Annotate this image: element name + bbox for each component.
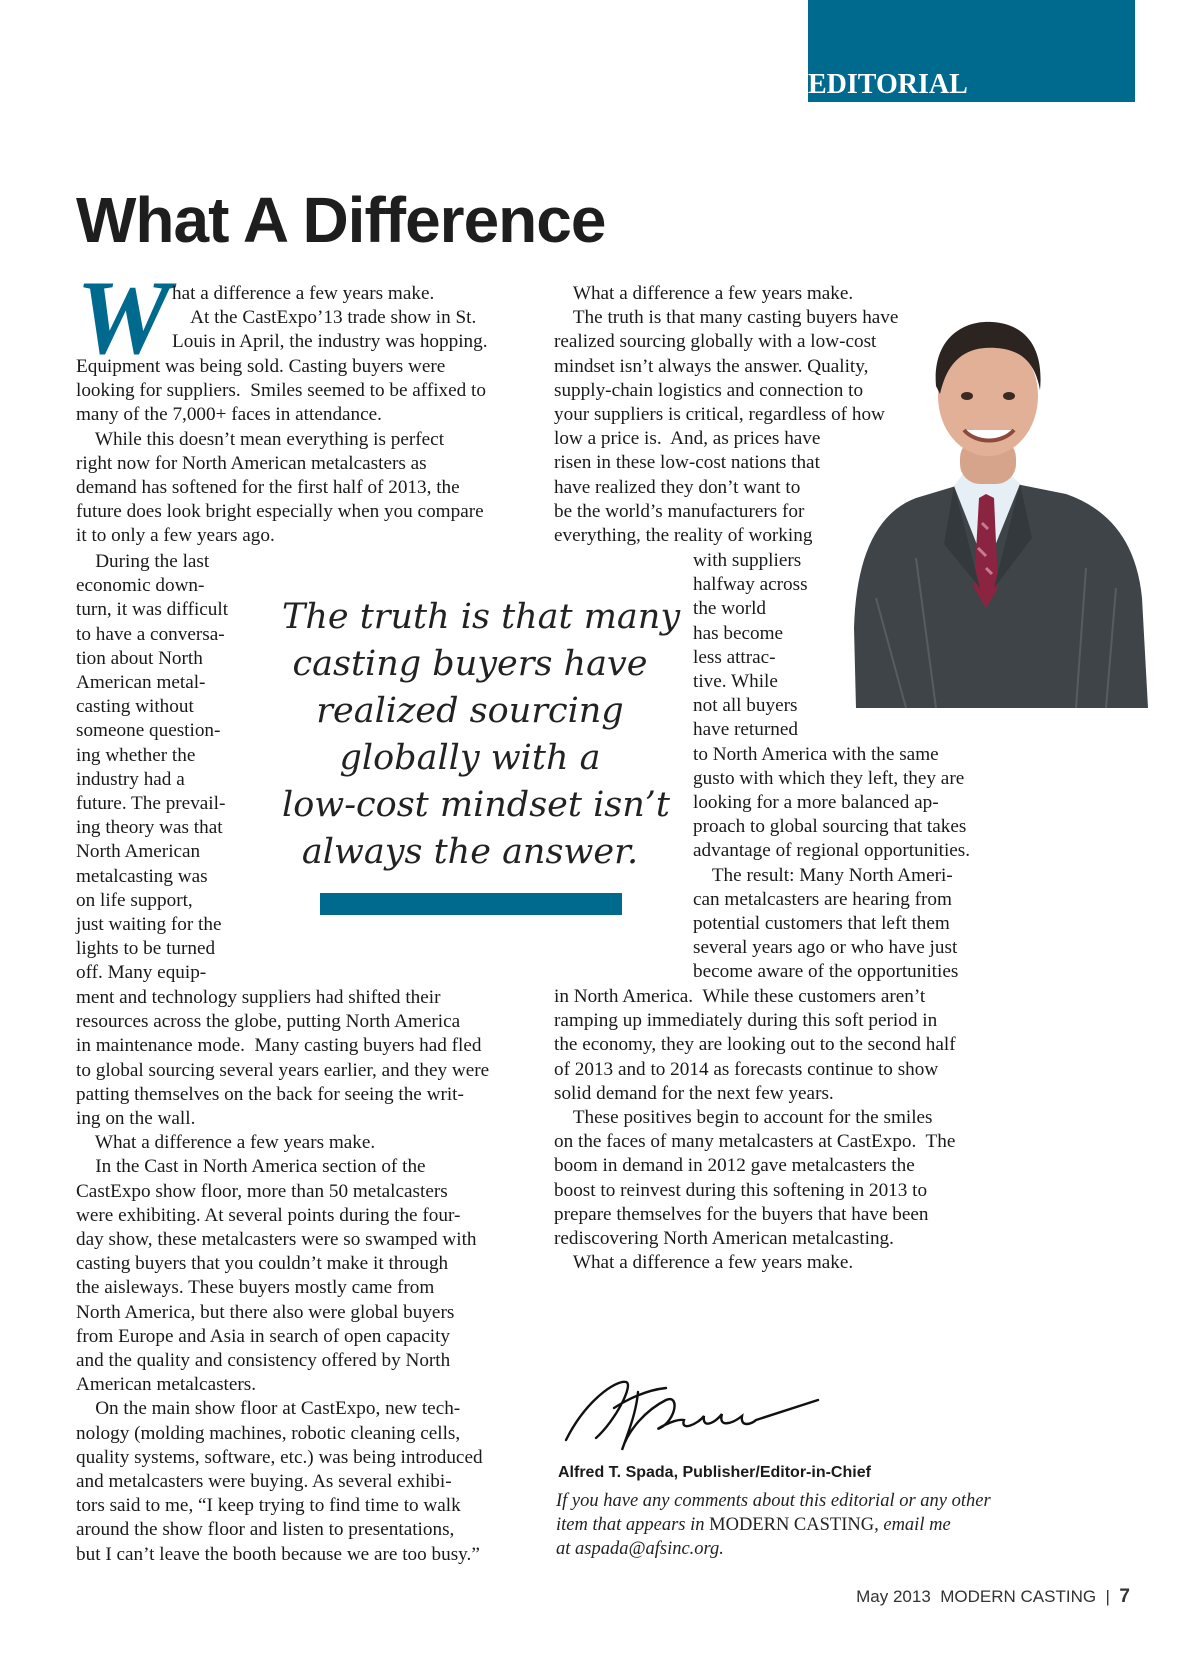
col2-body-top: What a difference a few years make. The truth is that many casting buyers have realized sourcing globally with a low-cost mindset isn’t always the answer. Quality, supply-chain logistics and connection to your suppliers is critical, regardless of how low a price is. And, as prices have risen in these low-cost nations that have realized they don’t want to be the world’s manufacturers for everything, the reality of working [554,283,899,547]
folio-separator: | [1105,1587,1110,1606]
author-name-title: Alfred T. Spada, Publisher/Editor-in-Chief [558,1464,871,1481]
section-label: EDITORIAL [808,69,968,100]
issue-label: May 2013 MODERN CASTING [856,1587,1097,1606]
col1-body-narrow: During the last economic down- turn, it was difficult to have a conversa- tion about North American metal- casting without someone question- ing whether the industry had a future. The prevail- ing theory was that North American metalcasting was on life support, just waiting for the lights to be turned off. Many equip- [76,551,229,984]
page-folio [856,1586,1130,1608]
page-title: What A Difference [76,184,606,256]
drop-cap: W [76,259,171,376]
col1-body-rest: ment and technology suppliers had shifted their resources across the globe, putting North America in maintenance mode. Many casting buyers had fled to global sourcing several years earlier, and they were patting themselves on the back for seeing the writ- ing on the wall. What a difference a few years make. In the Cast in North America section of the CastExpo show floor, more than 50 metalcasters were exhibiting. At several points during the four- day show, these metalcasters were so swamped with casting buyers that you couldn’t make it through the aisleways. These buyers mostly came from North America, but there also were global buyers from Europe and Asia in search of open capacity and the quality and consistency offered by North American metalcasters. On the main show floor at CastExpo, new tech- nology (molding machines, robotic cleaning cells, quality systems, software, etc.) was being introduced and metalcasters were buying. As several exhibi- tors said to me, “I keep trying to find time to walk around the show floor and listen to presentations, but I can’t leave the booth because we are too busy.” [76,987,490,1565]
magazine-name: MODERN CASTING [709,1515,875,1535]
pull-quote: The truth is that many casting buyers have realized sourcing globally with a low-cost mindset isn’t always the answer. [282,597,681,872]
col1-body-full: Equipment was being sold. Casting buyers were looking for suppliers. Smiles seemed to be affixed to many of the 7,000+ faces in attendance. While this doesn’t mean everything is perfect right now for North American metalcasters as demand has softened for the first half of 2013, the future does look bright especially when you compare it to only a few years ago. [76,356,486,547]
comment-note-text: If you have any comments about this editorial or any other item that appears in [556,1491,991,1535]
pull-quote-rule [320,893,622,915]
author-photo [836,298,1148,708]
comment-note [556,1489,991,1561]
col2-body-rest: in North America. While these customers aren’t ramping up immediately during this soft period in the economy, they are looking out to the second half of 2013 and to 2014 as forecasts continue to show solid demand for the next few years. These positives begin to account for the smiles on the faces of many metalcasters at CastExpo. The boom in demand in 2012 gave metalcasters the boost to reinvest during this softening in 2013 to prepare themselves for the buyers that have been rediscovering North American metalcasting. What a difference a few years make. [554,986,956,1274]
col2-body-narrow: with suppliers halfway across the world has become less attrac- tive. While not all buyers have returned to North America with the same gusto with which they left, they are looking for a more balanced ap- proach to global sourcing that takes advantage of regional opportunities. The result: Many North Ameri- can metalcasters are hearing from potential customers that left them several years ago or who have just become aware of the opportunities [693,550,971,983]
col1-lead-paragraph: hat a difference a few years make. At the CastExpo’13 trade show in St. Louis in April, the industry was hopping. [172,283,488,353]
comment-note-email: , email me at aspada@afsinc.org. [556,1515,951,1559]
author-signature [556,1370,826,1460]
page-number: 7 [1119,1586,1130,1607]
